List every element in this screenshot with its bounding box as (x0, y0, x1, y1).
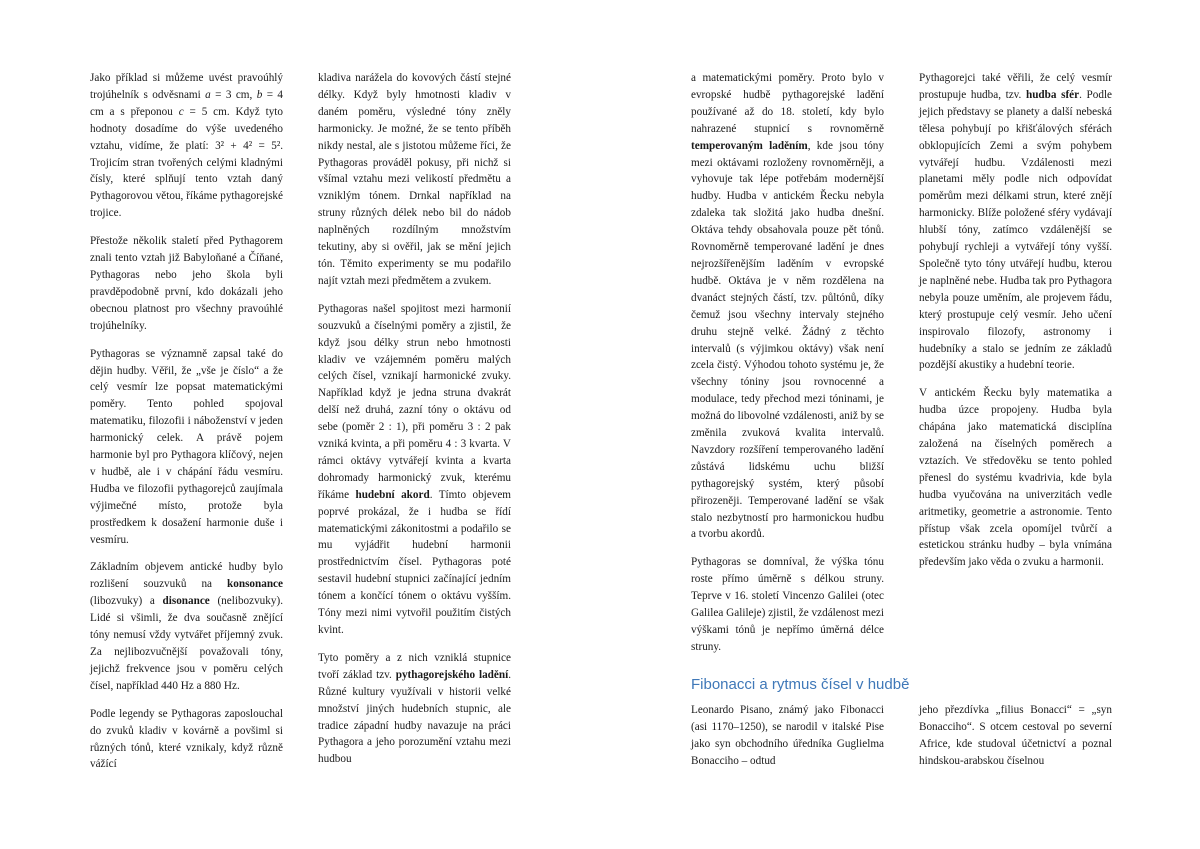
bold-term-temperovane-ladeni: temperovaným laděním (691, 139, 808, 152)
fibonacci-column-right (919, 702, 1112, 770)
text-run: = 4 cm a s přeponou (90, 88, 284, 118)
text-run: . Různé kultury využívali v historii velké množství jiných hudebních stupnic, ale tradice západní hudby navazuje na práci Pythagora a jeho porozumění vztahu mezi hudbou (318, 668, 511, 766)
paragraph-babylonians: Přestože několik staletí před Pythagorem znali tento vztah již Babyloňané a Číňané, Pythagoras nebo jeho škola byli pravděpodobně první, kdo dokázali jeho obecnou platnost pro všechny pravoúhlé trojúhelníky. (90, 235, 283, 332)
text-run: = 3 cm, (210, 88, 257, 101)
text-run: , kde jsou tóny mezi oktávami rozloženy rovnoměrněji, a vyhovuje tak lépe potřebám modernější hudby. Hudba v antickém Řecku nebyla zdaleka tak složitá jako hudba dnešní. Oktáva tehdy obsahovala pouze pět tónů. Rovnoměrně temperované ladění je dnes nejrozšířenějším laděním v evropské hudbě. Oktáva je v něm rozdělena na dvanáct stejných částí, tzv. půltónů, díky čemuž jsou všechny intervaly stejného druhu stejně velké. Žádný z těchto intervalů (s výjimkou oktávy) však není zcela čistý. Výhodou tohoto systému je, že všechny tóniny jsou rovnocenné a modulace, tedy přechod mezi tóninami, je možná do libovolné vzdálenosti, aniž by se změnila zvuková kvalita intervalů. Navzdory rozšíření temperovaného ladění zůstává lidskému uchu bližší pythagorejský systém, který působí přirozeněji. Temperované ladění se však stalo nezbytností pro harmonickou hudbu a tvorbu akordů. (691, 139, 884, 541)
bold-term-pythagorejske-ladeni: pythagorejského ladění (395, 668, 509, 681)
fibonacci-column-left (691, 702, 884, 770)
text-run: . Podle jejich představy se planety a další nebeská tělesa pohybují po křišťálových sférách obklopujících Zemi a svým pohybem vytvářejí hudbu. Vzdálenosti mezi planetami měly podle nich odpovídat poměrům mezi délkami strun, které znějí harmonicky. Blíže položené sféry vydávají hlubší tóny, zatímco vzdálenější se pohybují rychleji a vytvářejí tóny vyšší. Společně tyto tóny utvářejí hudbu, kterou je naplněné nebe. Hudba tak pro Pythagora nebyla pouze uměním, ale projevem řádu, který prostupuje celý vesmír. Jeho učení inspirovalo filozofy, astronomy i hudebníky a stalo se jedním ze základů pozdější akustiky a hudební teorie. (919, 88, 1113, 372)
paragraph-music-history: Pythagoras se významně zapsal také do dějin hudby. Věřil, že „vše je číslo“ a že celý vesmír lze popsat matematickými poměry. Tento pohled spojoval matematiku, filozofii i náboženství v jeden harmonický celek. A právě pojem harmonie byl pro Pythagora klíčový, nejen v hudbě, ale i v chápání řádu vesmíru. Hudba ve filozofii pythagorejců zaujímala výjimečné místo, protože byla prostředkem k dosažení harmonie duše i vesmíru. (90, 347, 283, 546)
text-run: = 5 cm. Když tyto hodnoty dosadíme do výše uvedeného vztahu, vidíme, že platí: 3² + 4² = 5². Trojicím stran tvořených celými kladnými čísly, které splňují tento vztah daný Pythagorovou větou, říkáme pythagorejské trojice. (90, 105, 283, 220)
text-column-2 (318, 70, 511, 779)
paragraph-pythagorean-tuning (318, 650, 511, 768)
paragraph-music-of-spheres (919, 70, 1112, 374)
text-run: Jako příklad si můžeme uvést pravoúhlý trojúhelník s odvěsnami (90, 72, 283, 101)
paragraph-quadrivium: V antickém Řecku byly matematika a hudba úzce propojeny. Hudba byla chápána jako matematická disciplína založená na číselných poměrech a vztazích. Ve středověku se tento pohled přenesl do systému kvadrivia, kde byla hudba vyučována na univerzitách vedle aritmetiky, geometrie a astronomie. Tento přístup však zcela opomíjel tvůrčí a estetickou stránku hudby – byla vnímána především jako věda o zvuku a harmonii. (919, 387, 1112, 569)
paragraph-galilei: Pythagoras se domníval, že výška tónu roste přímo úměrně s délkou struny. Teprve v 16. století Vincenzo Galilei (otec Galilea Galileje) zjistil, že vzdálenost mezi výškami tónů je nepřímo úměrná délce struny. (691, 556, 884, 653)
text-run: a matematickými poměry. Proto bylo v evropské hudbě pythagorejské ladění používané až do 18. století, kdy bylo nahrazené stupnicí s rovnoměrně (691, 72, 884, 135)
bold-term-hudebni-akord: hudební akord (355, 488, 430, 501)
paragraph-fibonacci-intro: Leonardo Pisano, známý jako Fibonacci (asi 1170–1250), se narodil v italské Pise jako syn obchodního úředníka Guglielma Bonacciho – odtud (691, 704, 884, 767)
paragraph-fibonacci-nickname: jeho přezdívka „filius Bonacci“ = „syn Bonacciho“. S otcem cestoval po severní Africe, kde studoval účetnictví a poznal hindskou-arabskou číselnou (919, 704, 1112, 767)
text-column-3 (691, 70, 884, 667)
paragraph-hammers: kladiva narážela do kovových částí stejné délky. Když byly hmotnosti kladiv v daném poměru, výsledné tóny zněly harmonicky. Je možné, že se tento příběh nikdy nestal, ale s jistotou můžeme říci, že Pythagoras prováděl pokusy, při nichž si všímal vztahu mezi velikostí předmětu a vzniklým tónem. Drnkal například na struny různých délek nebo bil do nádob naplněných rozdílným množstvím tekutiny, aby si ověřil, jak se mění jejich tón. Těmito experimenty se mu podařilo najít vztah mezi předmětem a zvukem. (318, 72, 511, 287)
text-run: (libozvuky) a (90, 595, 163, 608)
text-run: . Tímto objevem poprvé prokázal, že i hudba se řídí matematickými zákonitostmi a podařilo se mu vyjádřit hudební harmonii prostřednictvím čísel. Pythagoras poté sestavil hudební stupnici začínající jedním tónem a končící tónem o oktávu vyšším. Tóny mezi nimi vytvořil použitím čistých kvint. (318, 488, 511, 636)
text-column-1 (90, 70, 283, 784)
math-variable-b: b (256, 88, 263, 101)
paragraph-consonance (90, 559, 283, 694)
section-heading-fibonacci: Fibonacci a rytmus čísel v hudbě (691, 676, 910, 693)
bold-term-hudba-sfer: hudba sfér (1025, 88, 1080, 101)
text-column-4 (919, 70, 1112, 582)
text-run: Základním objevem antické hudby bylo rozlišení souzvuků na (90, 561, 283, 591)
text-run: Pythagoras našel spojitost mezi harmonií souzvuků a číselnými poměry a zjistil, že když jsou délky strun nebo hmotnosti kladiv ve vzájemném poměru malých celých čísel, vznikají harmonické zvuky. Například když je jedna struna dvakrát delší než druhá, zazní tóny o oktávu od sebe (poměr 2 : 1), při poměru 3 : 2 pak vzniká kvinta, a při poměru 4 : 3 kvarta. V rámci oktávy vytvářejí kvinta a kvarta dohromady harmonický zvuk, kterému říkáme (318, 302, 511, 501)
paragraph-legend: Podle legendy se Pythagoras zaposlouchal do zvuků kladiv v kovárně a povšiml si různých tónů, které vznikaly, když různě vážící (90, 707, 283, 771)
text-run: Tyto poměry a z nich vzniklá stupnice tvoří základ tzv. (318, 651, 511, 681)
text-run: Pythagorejci také věřili, že celý vesmír prostupuje hudba, tzv. (919, 72, 1112, 101)
math-variable-c: c (178, 105, 184, 118)
math-variable-a: a (205, 88, 211, 101)
paragraph-ratios (318, 301, 511, 639)
bold-term-konsonance: konsonance (227, 578, 283, 591)
paragraph-pythagorean-triple-example (90, 70, 283, 222)
paragraph-temperament (691, 70, 884, 543)
bold-term-disonance: disonance (162, 595, 210, 608)
text-run: (nelibozvuky). Lidé si všimli, že dva současně znějící tóny nemusí vždy vytvářet příjemný zvuk. Za nejlibozvučnější považovali tóny, jejichž frekvence jsou v poměru celých čísel, například 440 Hz a 880 Hz. (90, 595, 283, 692)
